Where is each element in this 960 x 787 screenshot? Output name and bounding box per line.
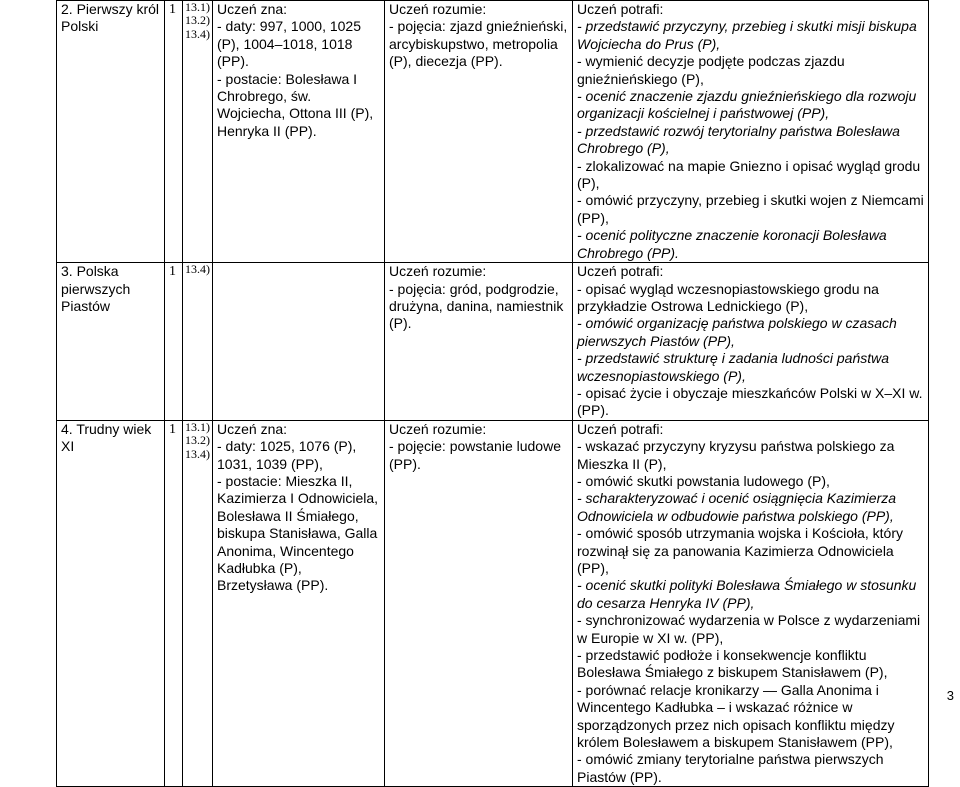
hours-cell	[165, 263, 183, 421]
requirement-code: 13.2)	[185, 433, 210, 448]
topic-cell	[57, 1, 165, 263]
hours-cell	[165, 420, 183, 787]
skills-line: - omówić organizację państwa polskiego w czasach pierwszych Piastów (PP),	[577, 315, 897, 349]
skills-line: - zlokalizować na mapie Gniezno i opisać wygląd grodu (P),	[577, 157, 921, 192]
hours-value: 1	[169, 264, 176, 280]
skills-line: - ocenić polityczne znaczenie koronacji Bolesława Chrobrego (PP).	[577, 227, 887, 261]
understanding-cell	[385, 1, 573, 263]
understanding-cell	[385, 420, 573, 787]
know-line: - postacie: Bolesława I Chrobrego, św. Wojciecha, Ottona III (P), Henryka II (PP).	[217, 70, 374, 139]
skills-line: - przedstawić przyczyny, przebieg i skutki misji biskupa Wojciecha do Prus (P),	[577, 18, 917, 52]
skills-cell	[573, 420, 929, 787]
skills-line: - ocenić skutki polityki Bolesława Śmiałego w stosunku do cesarza Henryka IV (PP),	[577, 577, 917, 611]
know-line: Uczeń zna:	[217, 420, 288, 437]
requirement-code: 13.4)	[185, 262, 210, 277]
skills-cell	[573, 1, 929, 263]
knowledge-cell	[213, 263, 385, 421]
understand-line: Uczeń rozumie:	[389, 263, 487, 280]
topic-cell	[57, 263, 165, 421]
curriculum-table-body	[57, 1, 929, 787]
skills-line: - scharakteryzować i ocenić osiągnięcia Kazimierza Odnowiciela w odbudowie państwa polskiego (PP),	[577, 490, 897, 524]
skills-line: - przedstawić rozwój terytorialny państwa Bolesława Chrobrego (P),	[577, 122, 900, 157]
topic-title: 2. Pierwszy król Polski	[61, 1, 160, 35]
skills-cell	[573, 263, 929, 421]
page-number: 3	[946, 688, 954, 703]
requirements-cell	[183, 1, 213, 263]
curriculum-table	[56, 0, 929, 787]
know-line: - daty: 997, 1000, 1025 (P), 1004–1018, 1018 (PP).	[217, 18, 361, 70]
skills-line: Uczeń potrafi:	[577, 263, 664, 280]
know-line: - daty: 1025, 1076 (P), 1031, 1039 (PP),	[217, 438, 357, 472]
topic-cell	[57, 420, 165, 787]
hours-value: 1	[169, 421, 176, 437]
skills-line: Uczeń potrafi:	[577, 420, 664, 437]
skills-line: - porównać relacje kronikarzy — Galla Anonima i Wincentego Kadłubka – i wskazać różnice w sporządzonych przez nich opisach konfliktu między królem Bolesławem a biskupem Stanisławem (PP),	[577, 681, 895, 751]
know-line: Uczeń zna:	[217, 1, 288, 17]
know-line: - postacie: Mieszka II, Kazimierza I Odnowiciela, Bolesława II Śmiałego, biskupa Stanisława, Galla Anonima, Wincentego Kadłubka (P), Brzetysława (PP).	[217, 472, 379, 594]
understand-line: Uczeń rozumie:	[389, 420, 487, 437]
skills-line: - opisać życie i obyczaje mieszkańców Polski w X–XI w. (PP).	[577, 384, 923, 419]
understand-line: Uczeń rozumie:	[389, 1, 487, 17]
understanding-cell	[385, 263, 573, 421]
skills-line: - omówić zmiany terytorialne państwa pierwszych Piastów (PP).	[577, 751, 884, 785]
knowledge-cell	[213, 420, 385, 787]
knowledge-cell	[213, 1, 385, 263]
requirements-cell	[183, 263, 213, 421]
requirements-cell	[183, 420, 213, 787]
understand-line: - pojęcia: gród, podgrodzie, drużyna, danina, namiestnik (P).	[389, 280, 564, 332]
requirement-code: 13.1)	[185, 0, 210, 14]
skills-line: - omówić przyczyny, przebieg i skutki wojen z Niemcami (PP),	[577, 192, 924, 226]
topic-title: 3. Polska pierwszych Piastów	[61, 263, 131, 314]
skills-line: - przedstawić strukturę i zadania ludności państwa wczesnopiastowskiego (P),	[577, 350, 890, 384]
hours-value: 1	[169, 2, 176, 17]
skills-line: - wymienić decyzje podjęte podczas zjazdu gnieźnieńskiego (P),	[577, 53, 845, 87]
skills-line: - wskazać przyczyny kryzysu państwa polskiego za Mieszka II (P),	[577, 438, 895, 472]
requirement-code: 13.4)	[185, 26, 210, 41]
understand-line: - pojęcie: powstanie ludowe (PP).	[389, 438, 561, 472]
skills-line: - synchronizować wydarzenia w Polsce z wydarzeniami w Europie w XI w. (PP),	[577, 612, 921, 646]
topic-title: 4. Trudny wiek XI	[61, 420, 152, 455]
requirement-code: 13.4)	[185, 446, 210, 461]
table-row	[57, 420, 929, 787]
requirement-code: 13.2)	[185, 13, 210, 28]
skills-line: - opisać wygląd wczesnopiastowskiego grodu na przykładzie Ostrowa Lednickiego (P),	[577, 280, 879, 314]
skills-line: - ocenić znaczenie zjazdu gnieźnieńskiego dla rozwoju organizacji kościelnej i państwowej (PP),	[577, 88, 917, 122]
table-row	[57, 1, 929, 263]
hours-cell	[165, 1, 183, 263]
skills-line: - przedstawić podłoże i konsekwencje konfliktu Bolesława Śmiałego z biskupem Stanisławem (P),	[577, 647, 888, 681]
table-row	[57, 263, 929, 421]
skills-line: Uczeń potrafi:	[577, 1, 664, 17]
understand-line: - pojęcia: zjazd gnieźnieński, arcybiskupstwo, metropolia (P), diecezja (PP).	[389, 18, 568, 70]
requirement-code: 13.1)	[185, 419, 210, 434]
skills-line: - omówić sposób utrzymania wojska i Kościoła, który rozwinął się za panowania Kazimierza Odnowiciela (PP),	[577, 525, 904, 576]
skills-line: - omówić skutki powstania ludowego (P),	[577, 472, 830, 489]
